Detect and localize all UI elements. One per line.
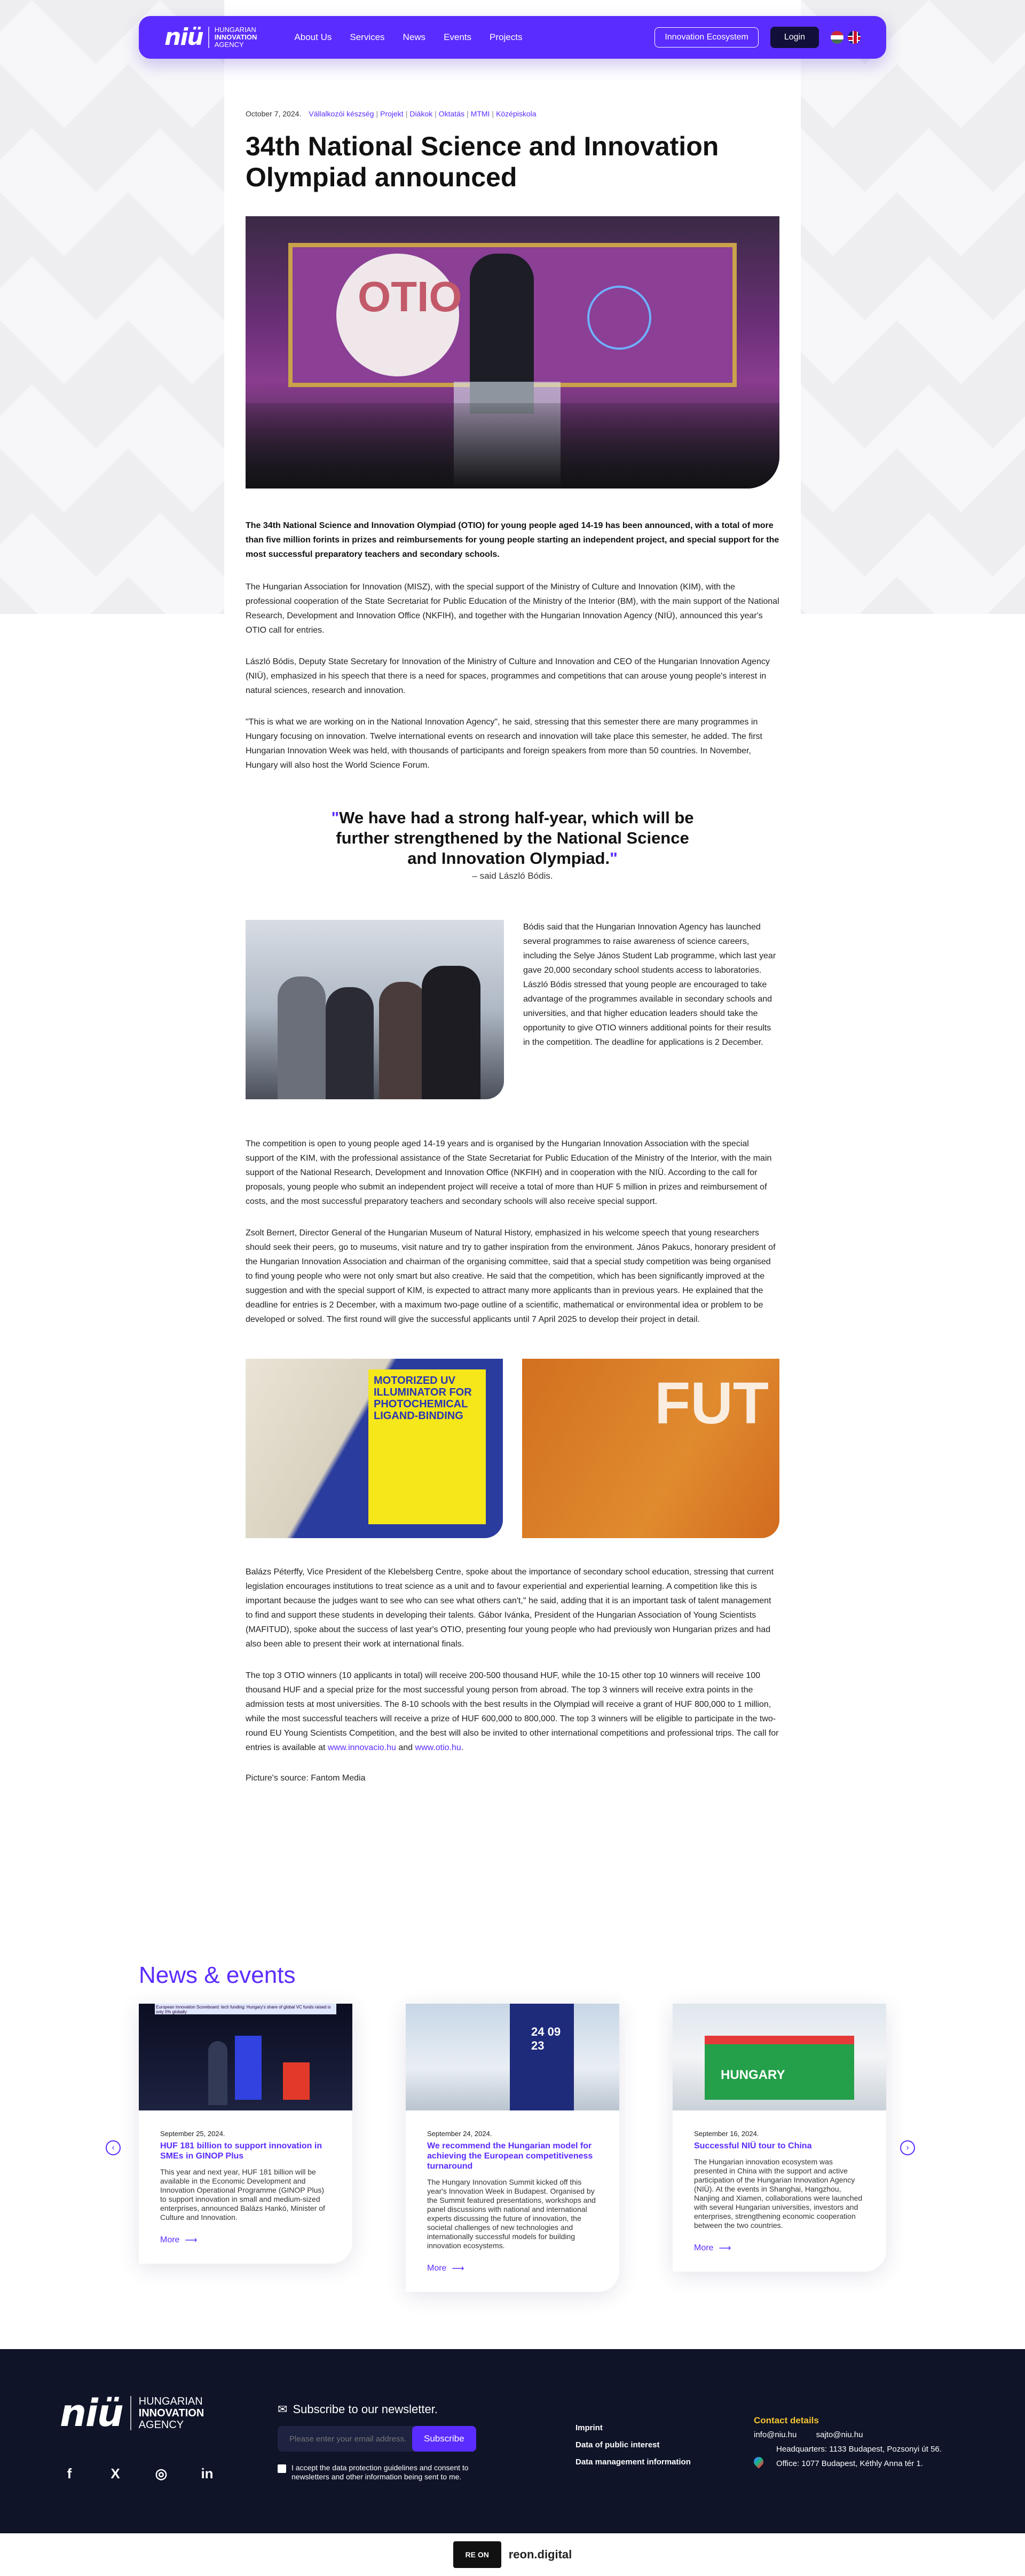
article-paragraph: The top 3 OTIO winners (10 applicants in total) will receive 200-500 thousand HUF, while the 10-15 other top 10 winners will receive 100 thousand HUF and a special prize for the most successful young person from abroad. The top 3 winners will receive extra points in the admission tests at most universities. The 8-10 schools with the best results in the Olympiad will receive a grant of HUF 800,000 to 1 million, while the most successful teachers will receive a prize of HUF 600,000 to 800,000. The top 3 winners will be eligible to participate in the two-round EU Young Scientists Competition, and the best will also be invited to other international competitions and professional trips. The call for entries is available at www.innovacio.hu and www.otio.hu. xyxy=(246,1671,779,1752)
data-management-link[interactable]: Data management information xyxy=(575,2457,691,2467)
photo-pair xyxy=(246,1359,779,1538)
article-lead: The 34th National Science and Innovation Olympiad (OTIO) for young people aged 14-19 has been announced, with a total of more than five million forints in prizes and reimbursements for young people starting an independent project, and special support for the most successful preparatory teachers and secondary schools. xyxy=(246,521,779,559)
news-card-image xyxy=(406,2004,619,2110)
contact-details xyxy=(754,2413,942,2471)
poster-photo xyxy=(246,1359,503,1538)
linkedin-icon[interactable]: in xyxy=(201,2465,214,2482)
logo-line-3: AGENCY xyxy=(214,41,244,49)
site-header xyxy=(139,16,886,59)
article-title: 34th National Science and Innovation Olympiad announced xyxy=(246,131,719,192)
newsletter-row xyxy=(278,2426,491,2452)
stage-backdrop-text: FUT xyxy=(655,1370,769,1436)
stage-photo xyxy=(522,1359,779,1538)
footer-links xyxy=(575,2420,691,2471)
logo[interactable] xyxy=(164,23,257,51)
news-card-more-link[interactable]: More ⟶ xyxy=(427,2264,464,2273)
instagram-icon[interactable]: ◎ xyxy=(155,2465,168,2482)
news-card-more-link[interactable]: More ⟶ xyxy=(160,2235,198,2245)
facebook-icon[interactable]: f xyxy=(67,2465,72,2482)
nav-about-us[interactable]: About Us xyxy=(294,32,332,42)
carousel-prev-icon[interactable]: ‹ xyxy=(106,2140,121,2155)
arrow-right-icon: ⟶ xyxy=(452,2264,464,2273)
arrow-right-icon: ⟶ xyxy=(719,2244,731,2253)
login-button[interactable]: Login xyxy=(770,27,819,48)
news-card[interactable] xyxy=(406,2004,619,2292)
tag-link[interactable]: MTMI xyxy=(470,109,490,118)
reon-text: reon.digital xyxy=(508,2548,572,2561)
tag-link[interactable]: Oktatás xyxy=(438,109,465,118)
newsletter-heading: ✉ Subscribe to our newsletter. xyxy=(278,2402,438,2416)
article-paragraph: The competition is open to young people aged 14-19 years and is organised by the Hungarian Innovation Association with the special support of the KIM, with the professional assistance of the State Secretariat for Public Education of the Ministry of the Interior, with the main support of the National Research, Development and Innovation Office (NKFIH) and in cooperation with the NIÜ. According to the call for proposals, young people who submit an independent project will receive a total of more than HUF 5 million in prizes and reimbursement of costs, and the most successful preparatory teachers and secondary schools will also receive special support. xyxy=(246,1139,772,1206)
quote-author: – said László Bódis. xyxy=(472,871,553,881)
news-card-image-caption: HUNGARY xyxy=(721,2068,785,2082)
news-card-image xyxy=(139,2004,352,2110)
students-photo xyxy=(246,920,504,1099)
consent-text: I accept the data protection guidelines and consent to newsletters and other information being sent to me. xyxy=(291,2463,469,2481)
side-text: Bódis said that the Hungarian Innovation Agency has launched several programmes to raise awareness of science careers, including the Selye János Student Lab programme, which last year gave 20,000 secondary school students access to laboratories. László Bódis stressed that young people are encouraged to take advantage of the programmes available in secondary schools and universities, and that higher education leaders should take the opportunity to give OTIO winners additional points for their results in the competition. The deadline for applications is 2 December. xyxy=(523,923,776,1047)
otio-link[interactable]: www.otio.hu xyxy=(415,1743,461,1752)
logo-line-2: INNOVATION xyxy=(214,33,257,41)
tag-separator: | xyxy=(467,109,469,118)
tag-separator: | xyxy=(376,109,379,118)
subscribe-button[interactable]: Subscribe xyxy=(412,2426,476,2452)
news-card-date: September 25, 2024. xyxy=(160,2130,225,2138)
tag-link[interactable]: Projekt xyxy=(380,109,404,118)
main-nav xyxy=(294,32,522,43)
imprint-link[interactable]: Imprint xyxy=(575,2423,603,2432)
news-events-section xyxy=(112,1962,909,2281)
tag-separator: | xyxy=(492,109,494,118)
header-actions xyxy=(655,27,861,48)
news-events-title: News & events xyxy=(139,1962,296,1988)
article-paragraph: The Hungarian Association for Innovation (MISZ), with the special support of the Ministry of Culture and Innovation (KIM), with the professional cooperation of the State Secretariat for Public Education of the Ministry of the Interior (BM), with the main support of the National Research, Development and Innovation Office (NKFIH), and together with the Hungarian Innovation Agency (NIÜ), announced this year's OTIO call for entries. xyxy=(246,582,779,635)
social-links xyxy=(60,2464,217,2483)
tag-separator: | xyxy=(405,109,408,118)
news-card-more-link[interactable]: More ⟶ xyxy=(694,2243,731,2253)
news-carousel xyxy=(112,2004,909,2281)
tag-separator: | xyxy=(435,109,437,118)
logo-divider xyxy=(208,27,209,48)
news-card[interactable] xyxy=(139,2004,352,2264)
news-card-text: The Hungarian innovation ecosystem was presented in China with the support and active participation of the Hungarian Innovation Agency (NIÜ). At the events in Shanghai, Hangzhou, Nanjing and Xiamen, collaborations were launched with several Hungarian universities, investors and enterprises, strengthening economic cooperation between the two countries. xyxy=(694,2157,863,2230)
reon-logo: RE ON xyxy=(453,2541,501,2568)
footer-logo-mark: niü xyxy=(60,2391,123,2435)
logo-mark: niü xyxy=(164,23,203,51)
mail-icon: ✉ xyxy=(278,2402,288,2416)
logo-divider xyxy=(130,2396,131,2430)
news-card-image-caption: 24 09 23 xyxy=(510,2004,574,2110)
article-date: October 7, 2024. xyxy=(246,109,302,118)
footer-logo[interactable] xyxy=(60,2391,204,2435)
innovacio-link[interactable]: www.innovacio.hu xyxy=(327,1743,396,1752)
tag-link[interactable]: Középiskola xyxy=(496,109,537,118)
consent-row xyxy=(278,2463,491,2482)
logo-text xyxy=(215,26,257,49)
article-paragraph: László Bódis, Deputy State Secretary for Innovation of the Ministry of Culture and Innovation and CEO of the Hungarian Innovation Agency (NIÜ), emphasized in his speech that there is a need for spaces, programmes and competitions that can arouse young people's interest in natural sciences, research and innovation. xyxy=(246,657,770,695)
footer-logo-text: HUNGARIAN INNOVATION AGENCY xyxy=(138,2396,204,2431)
contact-title: Contact details xyxy=(754,2415,819,2425)
news-card[interactable] xyxy=(673,2004,886,2272)
agency-credit[interactable] xyxy=(0,2533,1025,2576)
news-card-title[interactable]: Successful NIÜ tour to China xyxy=(694,2141,812,2150)
image-text-block xyxy=(246,920,779,1099)
email-info-link[interactable]: info@niu.hu xyxy=(754,2430,797,2439)
x-twitter-icon[interactable]: X xyxy=(111,2465,120,2482)
newsletter-form xyxy=(278,2402,491,2482)
language-switcher xyxy=(831,31,861,44)
news-card-title[interactable]: We recommend the Hungarian model for achieving the European competitiveness turnaround xyxy=(427,2141,593,2171)
pull-quote xyxy=(320,808,705,881)
hq-address: Headquarters: 1133 Budapest, Pozsonyi út 56. xyxy=(776,2445,942,2454)
nav-services[interactable]: Services xyxy=(350,32,385,42)
news-card-date: September 24, 2024. xyxy=(427,2130,492,2138)
nav-events[interactable]: Events xyxy=(444,32,472,42)
nav-news[interactable]: News xyxy=(403,32,426,42)
arrow-right-icon: ⟶ xyxy=(185,2236,198,2245)
consent-checkbox[interactable] xyxy=(278,2464,286,2473)
poster-title: MOTORIZED UV ILLUMINATOR FOR PHOTOCHEMICAL LIGAND-BINDING xyxy=(374,1375,472,1422)
tag-link[interactable]: Diákok xyxy=(409,109,433,118)
news-card-title[interactable]: HUF 181 billion to support innovation in SMEs in GINOP Plus xyxy=(160,2141,322,2161)
contact-emails xyxy=(754,2428,942,2442)
tag-link[interactable]: Vállalkozói készség xyxy=(309,109,374,118)
hero-badge-text: OTIO xyxy=(358,273,462,320)
email-press-link[interactable]: sajto@niu.hu xyxy=(816,2430,863,2439)
nav-projects[interactable]: Projects xyxy=(490,32,523,42)
public-interest-link[interactable]: Data of public interest xyxy=(575,2440,660,2449)
article xyxy=(246,109,779,1785)
article-paragraph: Zsolt Bernert, Director General of the Hungarian Museum of Natural History, emphasized in his welcome speech that young researchers should seek their peers, go to museums, visit nature and try to gather inspiration from the environment. János Pakucs, honorary president of the Hungarian Innovation Association and chairman of the organising committee, said that a special study competition was being organised to find young people who were not only smart but also creative. He said that the competition, which has been significantly improved at the suggestion and with the special support of KIM, is expected to attract many more applicants than in previous years. He explained that the deadline for entries is 2 December, with a maximum two-page outline of a scientific, mathematical or environmental idea or problem to be developed or solved. The first round will give the successful applicants until 7 April 2025 to develop their project in detail. xyxy=(246,1228,776,1324)
article-paragraph: "This is what we are working on in the National Innovation Agency", he said, stressing that this semester there are many programmes in Hungary focusing on innovation. Twelve international events on research and innovation will take place this semester, he added. The first Hungarian Innovation Week was held, with thousands of participants and foreign speakers from more than 50 countries. In November, Hungary will also host the World Science Forum. xyxy=(246,718,762,770)
article-tags xyxy=(309,109,536,118)
news-card-text: This year and next year, HUF 181 billion will be available in the Economic Development and Innovation Operational Programme (GINOP Plus) to support innovation in small and medium-sized enterprises, announced Balázs Hankó, Minister of Culture and Innovation. xyxy=(160,2168,325,2221)
news-card-date: September 16, 2024. xyxy=(694,2130,759,2138)
news-card-image xyxy=(673,2004,886,2110)
article-meta xyxy=(246,109,779,118)
hungarian-flag-icon[interactable] xyxy=(831,31,843,44)
atom-icon xyxy=(587,286,651,350)
picture-source: Picture's source: Fantom Media xyxy=(246,1774,366,1783)
innovation-ecosystem-button[interactable]: Innovation Ecosystem xyxy=(655,27,759,48)
quote-text: "We have had a strong half-year, which will be further strengthened by the National Science and Innovation Olympiad." xyxy=(331,808,694,868)
logo-line-1: HUNGARIAN xyxy=(214,26,256,34)
hero-audience xyxy=(246,403,779,489)
article-paragraph: Balázs Péterffy, Vice President of the Klebelsberg Centre, spoke about the importance of secondary school education, stressing that current legislation encourages institutions to treat science as a unit and to favour experiential and experiential learning. A competition like this is important because the judges want to see who can see what others can't," he said, adding that it is an important task of talent management to find and support these students in developing their talents. Gábor Ivánka, President of the Hungarian Association of Young Scientists (MAFITUD), spoke about the success of last year's OTIO, presenting four young people who had previously won Hungarian prizes and had also been able to present their work at international finals. xyxy=(246,1567,774,1649)
english-flag-icon[interactable] xyxy=(848,31,861,44)
news-card-image-caption: European Innovation Scoreboard: tech funding: Hungary's share of global VC funds raised is only 0% globally xyxy=(155,2004,336,2014)
carousel-next-icon[interactable]: › xyxy=(900,2140,915,2155)
news-card-text: The Hungary Innovation Summit kicked off this year's Innovation Week in Budapest. Organised by the Summit featured presentations, workshops and panel discussions with national and international experts discussing the future of innovation, the societal challenges of new technologies and internationally successful models for building innovation ecosystems. xyxy=(427,2178,596,2250)
site-footer xyxy=(0,2349,1025,2533)
hero-image xyxy=(246,216,779,489)
office-address: Office: 1077 Budapest, Kéthly Anna tér 1. xyxy=(776,2459,923,2468)
